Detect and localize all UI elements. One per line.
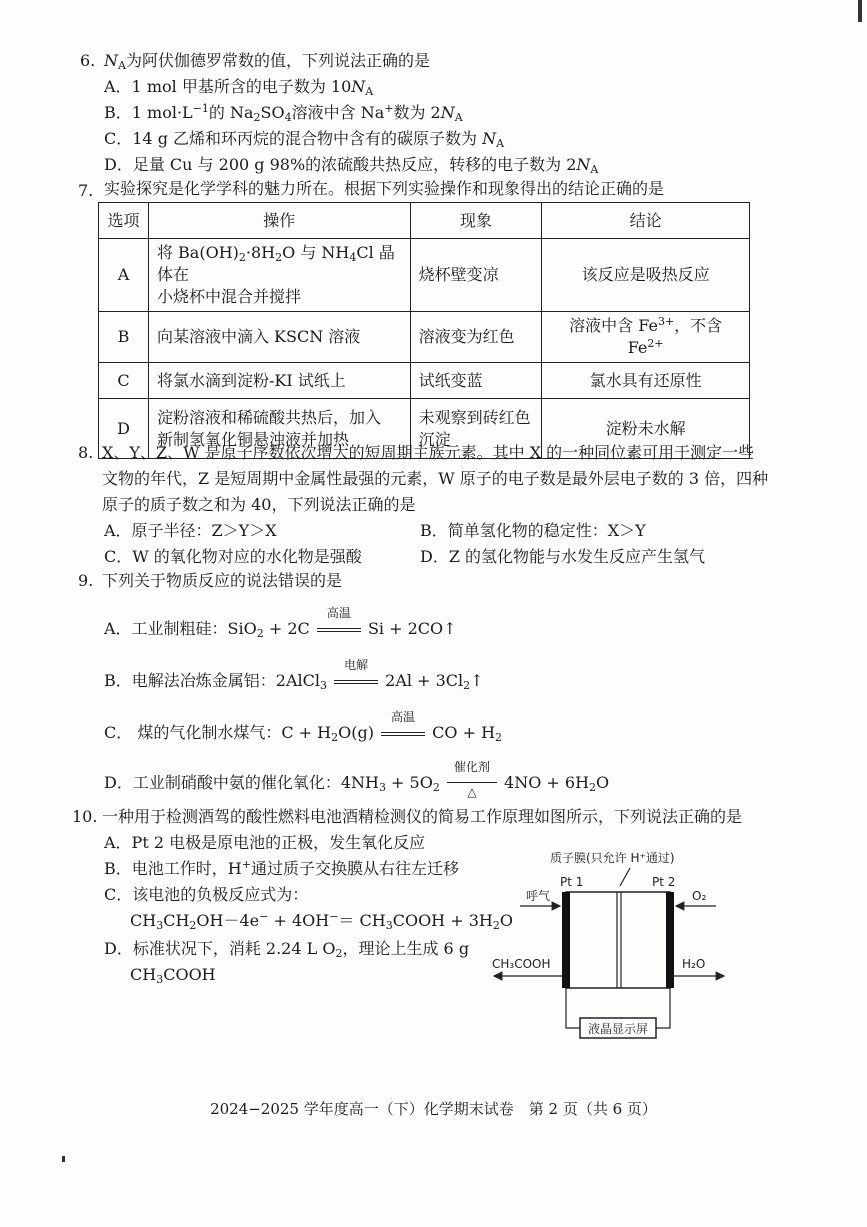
header-operation: 操作 <box>148 203 410 239</box>
pt2-label: Pt 2 <box>652 875 676 889</box>
table-header-row <box>99 203 750 239</box>
q10-stem: 一种用于检测酒驾的酸性燃料电池酒精检测仪的简易工作原理如图所示，下列说法正确的是 <box>102 807 743 826</box>
table-row <box>99 312 750 363</box>
circuit-wire-right <box>656 988 670 1028</box>
membrane-label: 质子膜(只允许 H⁺通过) <box>550 851 675 865</box>
q8-option-b: B．简单氢化物的稳定性：X＞Y <box>420 521 646 540</box>
scan-dot <box>62 1156 65 1162</box>
lcd-display-label: 液晶显示屏 <box>587 1022 649 1036</box>
header-phenomenon: 现象 <box>410 203 542 239</box>
q6-option-d: D．足量 Cu 与 200 g 98%的浓硫酸共热反应，转移的电子数为 $2N_A$ <box>104 155 599 176</box>
q10-option-d-line1: D．标准状况下，消耗 2.24 L $O_2$，理论上生成 6 g <box>104 939 470 960</box>
q7-experiment-table <box>98 202 750 459</box>
q9-number: 9. <box>78 571 94 590</box>
q6-option-c: C．14 g 乙烯和环丙烷的混合物中含有的碳原子数为 $N_A$ <box>104 129 505 150</box>
row-conclusion: 溶液中含 $Fe^{3+}$，不含 $Fe^{2+}$ <box>542 312 750 363</box>
row-phenomenon: 未观察到砖红色 沉淀 <box>410 399 542 459</box>
electrode-pt2 <box>666 892 674 988</box>
q10-option-c: C．该电池的负极反应式为： <box>104 885 309 904</box>
q8-stem-line3: 原子的质子数之和为 40，下列说法正确的是 <box>102 495 416 514</box>
q10-number: 10. <box>72 807 98 826</box>
q6-stem: $N_A$为阿伏伽德罗常数的值，下列说法正确的是 <box>104 51 430 72</box>
row-phenomenon: 溶液变为红色 <box>410 312 542 363</box>
o2-label: O₂ <box>692 889 707 903</box>
circuit-wire <box>566 988 580 1028</box>
page-footer: 2024−2025 学年度高一（下）化学期末试卷 第 2 页（共 6 页） <box>210 1100 657 1118</box>
row-option: D <box>99 399 149 459</box>
q9-option-c: C． 煤的气化制水煤气：$C + H_2O(g)$ 高温 CO + $H_2$ <box>104 709 503 744</box>
q8-stem-line2: 文物的年代，Z 是短周期中金属性最强的元素，W 原子的电子数是最外层电子数的 3 倍，四种 <box>102 469 769 488</box>
row-option: B <box>99 312 149 363</box>
row-phenomenon: 烧杯壁变凉 <box>410 239 542 312</box>
q10-option-c-equation: $CH_3CH_2OH-4e^- + 4OH^-=$ $CH_3COOH + 3H_2O$ <box>130 910 513 932</box>
fuel-cell-diagram <box>480 840 750 1050</box>
pt1-label: Pt 1 <box>560 875 584 889</box>
q10-option-d-line2: $CH_3COOH$ <box>130 965 216 986</box>
row-conclusion: 氯水具有还原性 <box>542 363 750 399</box>
q7-stem: 实验探究是化学学科的魅力所在。根据下列实验操作和现象得出的结论正确的是 <box>104 179 665 198</box>
row-conclusion: 淀粉未水解 <box>542 399 750 459</box>
ch3cooh-label: CH₃COOH <box>492 957 551 971</box>
row-operation: 淀粉溶液和稀硫酸共热后，加入 新制氢氧化铜悬浊液并加热 <box>148 399 410 459</box>
q9-stem: 下列关于物质反应的说法错误的是 <box>102 571 343 590</box>
row-phenomenon: 试纸变蓝 <box>410 363 542 399</box>
q7-number: 7. <box>78 181 94 200</box>
q10-option-b: B．电池工作时，H+通过质子交换膜从右往左迁移 <box>104 858 459 878</box>
cell-body <box>566 892 670 988</box>
q8-option-d: D．Z 的氢化物能与水发生反应产生氢气 <box>420 547 706 566</box>
row-option: A <box>99 239 149 312</box>
q9-option-d: D．工业制硝酸中氨的催化氧化：$4NH_3 + 5O_2$ 催化剂 △ $4NO + 6H_2O$ <box>104 759 610 799</box>
q8-number: 8. <box>78 443 94 462</box>
q6-option-b: B．1 $mol\cdot L^{-1}$的 $Na_2SO_4$溶液中含 Na+数为 $2N_A$ <box>104 102 463 124</box>
breath-label: 呼气 <box>526 889 551 903</box>
q6-option-a: A．1 mol 甲基所含的电子数为 $10N_A$ <box>104 77 374 98</box>
table-row <box>99 239 750 312</box>
h2o-label: H₂O <box>682 957 706 971</box>
row-conclusion: 该反应是吸热反应 <box>542 239 750 312</box>
q8-option-c: C．W 的氧化物对应的水化物是强酸 <box>104 547 362 566</box>
q6-number: 6. <box>80 51 96 70</box>
q9-option-a: A．工业制粗硅：SiO$_2$ + 2C 高温 Si + 2CO↑ <box>104 605 457 640</box>
row-option: C <box>99 363 149 399</box>
header-conclusion: 结论 <box>542 203 750 239</box>
membrane-pointer <box>620 868 630 886</box>
row-operation: 向某溶液中滴入 KSCN 溶液 <box>148 312 410 363</box>
reaction-condition: 高温 <box>317 619 361 641</box>
q10-option-a: A．Pt 2 电极是原电池的正极，发生氧化反应 <box>104 833 426 852</box>
table-row <box>99 363 750 399</box>
row-operation: 将氯水滴到淀粉-KI 试纸上 <box>148 363 410 399</box>
header-option: 选项 <box>99 203 149 239</box>
scan-edge-mark <box>858 0 862 22</box>
reaction-condition: 催化剂 △ <box>447 773 497 795</box>
q8-stem-line1: X、Y、Z、W 是原子序数依次增大的短周期主族元素。其中 X 的一种同位素可用于测定一些 <box>102 443 755 462</box>
q9-option-b: B．电解法冶炼金属铝：2AlCl$_3$ 电解 $2Al + 3Cl_2↑$ <box>104 657 484 692</box>
reaction-condition: 高温 <box>381 723 425 745</box>
q8-option-a: A．原子半径：Z＞Y＞X <box>104 521 277 540</box>
reaction-condition: 电解 <box>334 671 378 693</box>
row-operation: 将 $Ba(OH)_2\cdot 8H_2O$ 与 $NH_4Cl$ 晶体在 小烧杯中混合并搅拌 <box>148 239 410 312</box>
electrode-pt1 <box>562 892 570 988</box>
